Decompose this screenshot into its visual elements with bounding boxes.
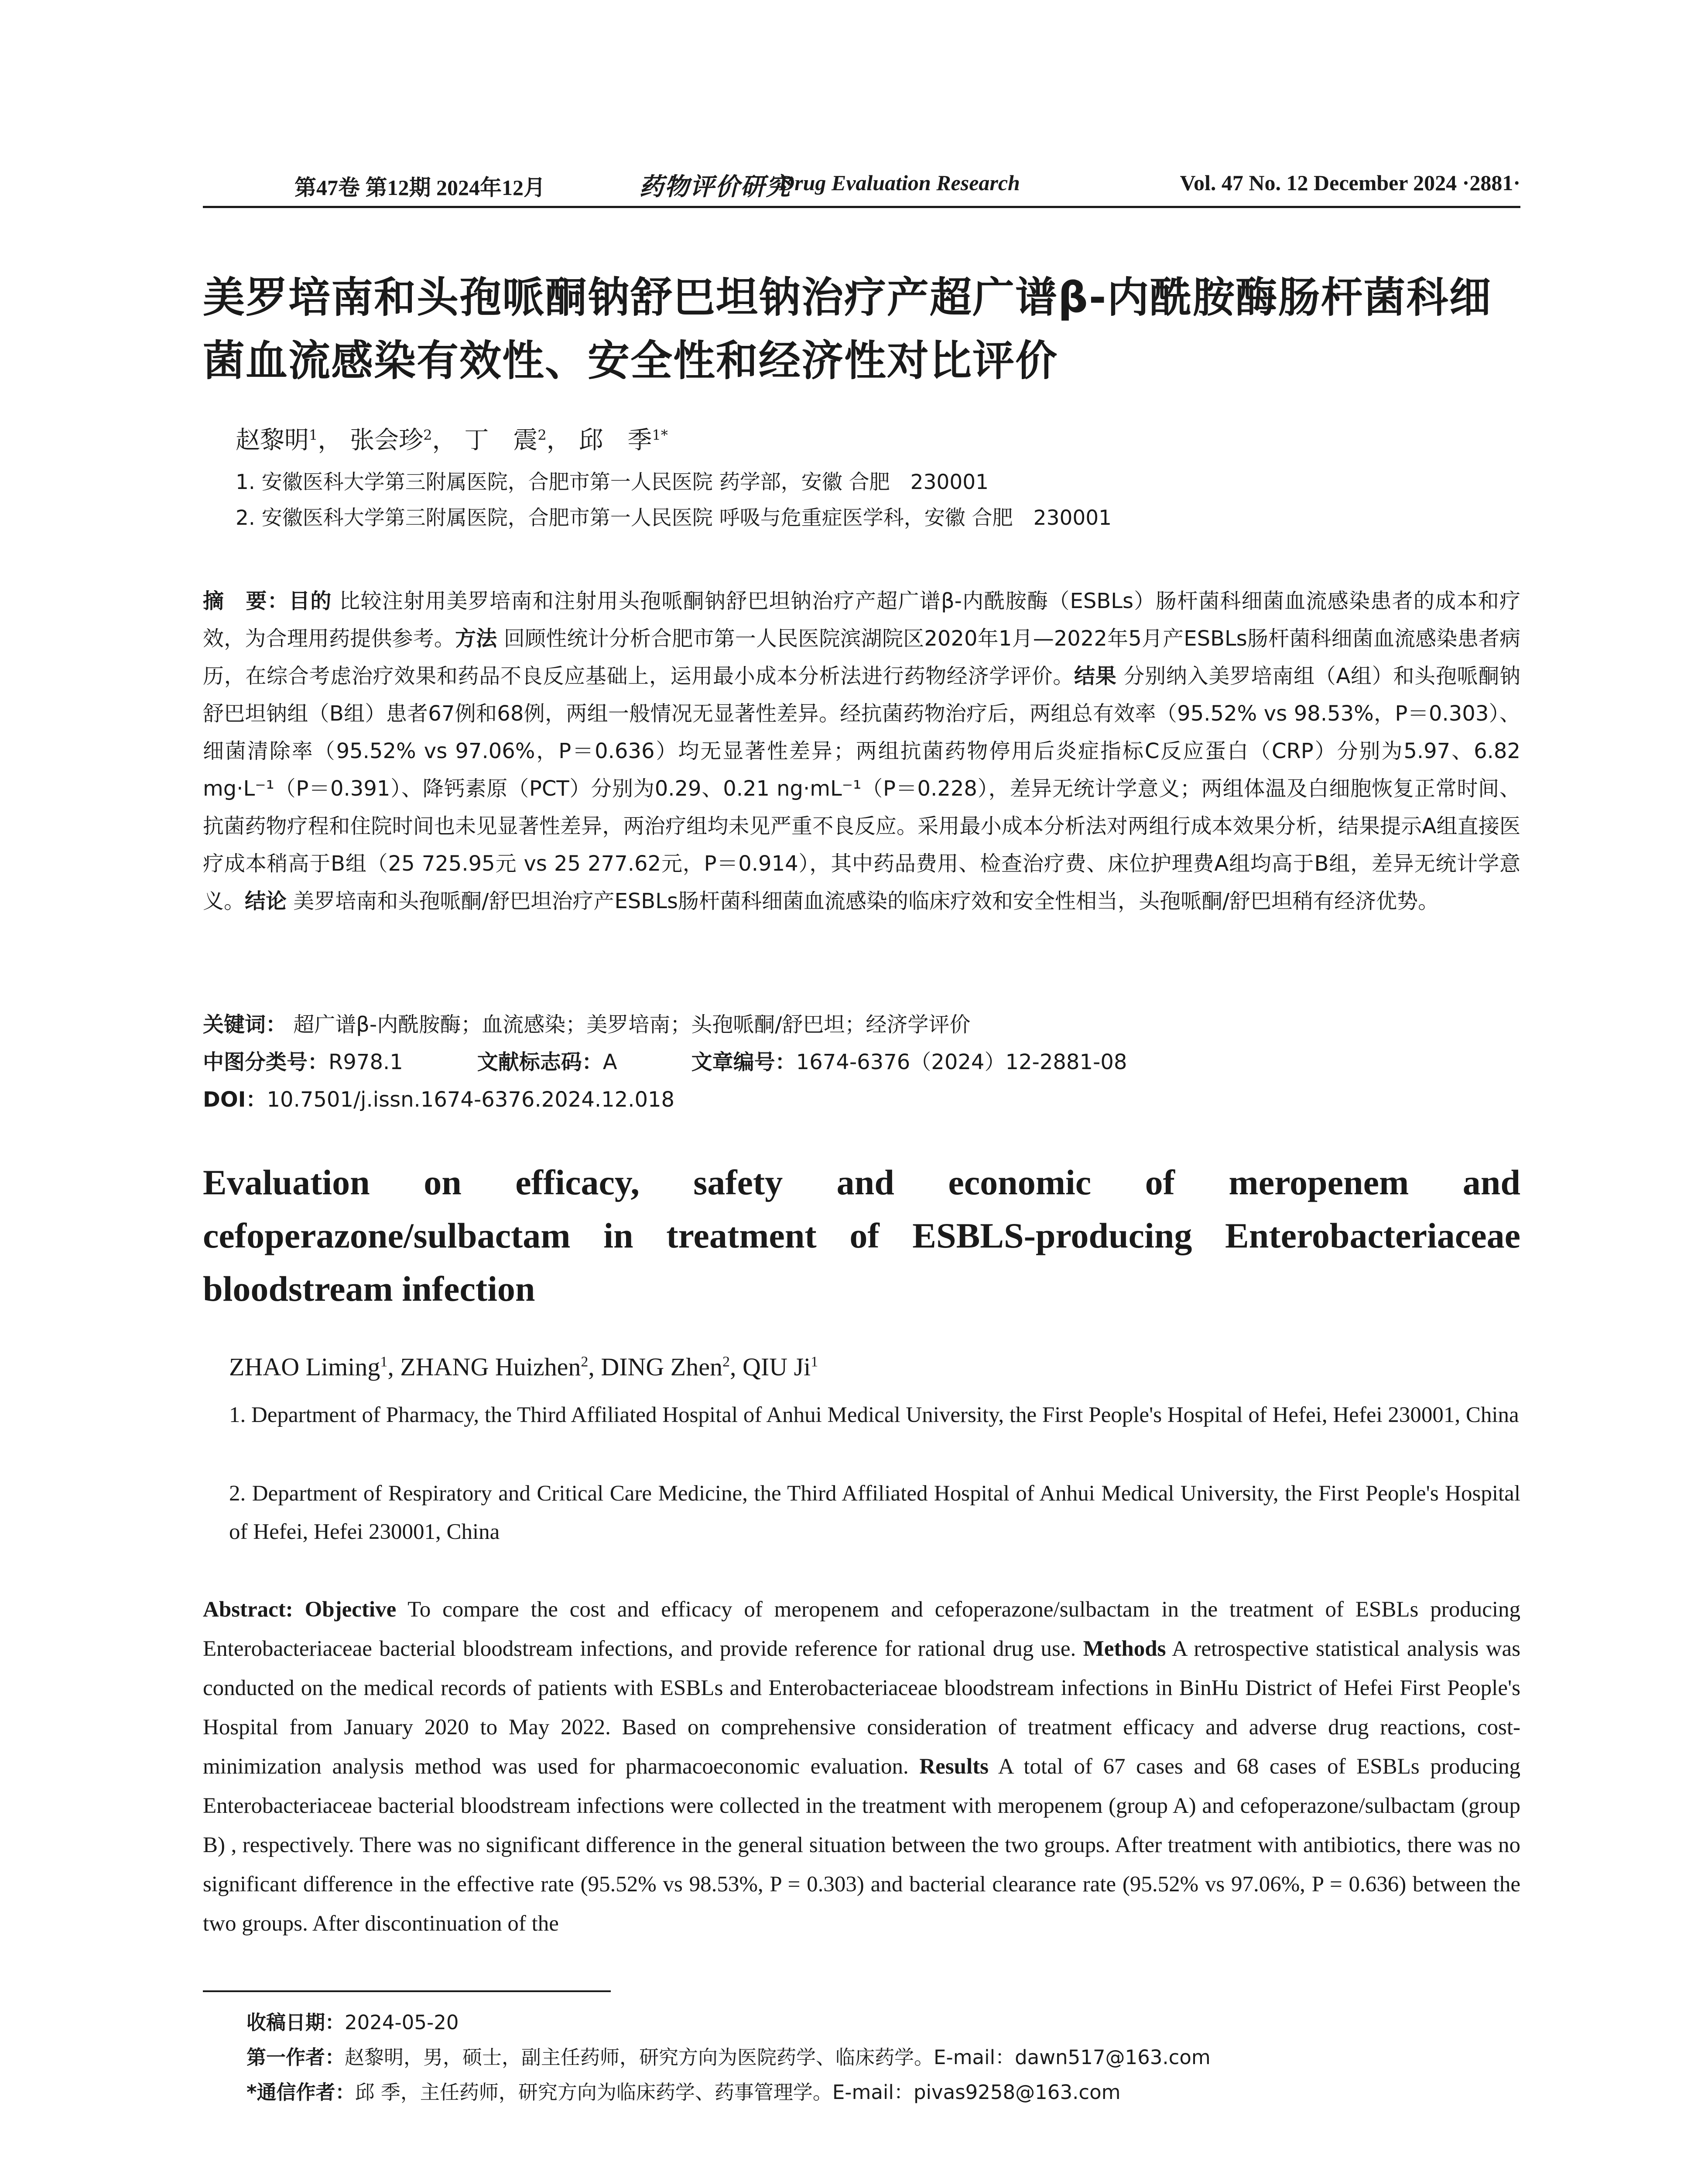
clc-value: R978.1 — [329, 1050, 403, 1074]
author-affiliation-mark: 1 — [309, 427, 318, 444]
author-name: ZHAO Liming — [229, 1353, 380, 1381]
conclusion-label: 结论 — [245, 889, 287, 913]
received-date: 2024-05-20 — [345, 2011, 459, 2034]
first-author-info: 赵黎明，男，硕士，副主任药师，研究方向为医院药学、临床药学。E-mail：dawn517@163.com — [345, 2046, 1211, 2069]
received-label: 收稿日期： — [246, 2011, 345, 2034]
running-header — [203, 166, 1520, 201]
author-name: 丁 震 — [464, 426, 538, 455]
author-affiliation-mark: 1* — [652, 427, 668, 444]
header-issue-en: Vol. 47 No. 12 December 2024 ·2881· — [1180, 171, 1520, 195]
author-name: DING Zhen — [601, 1353, 722, 1381]
affiliation-en-1: 1. Department of Pharmacy, the Third Affiliated Hospital of Anhui Medical University, the First People's Hospital of Hefei, Hefei 230001, China — [229, 1403, 1519, 1427]
author-name: ZHANG Huizhen — [400, 1353, 581, 1381]
author-name: QIU Ji — [742, 1353, 811, 1381]
results-label: 结果 — [1074, 664, 1117, 688]
author-affiliation-mark: 2 — [537, 427, 547, 444]
footnote-corresponding-author — [246, 2076, 1512, 2105]
methods-label-en: Methods — [1083, 1637, 1166, 1661]
results-text: 分别纳入美罗培南组（A组）和头孢哌酮钠舒巴坦钠组（B组）患者67例和68例，两组一般情况无显著性差异。经抗菌药物治疗后，两组总有效率（95.52% vs 98.53%，P＝0.303）、细菌清除率（95.52% vs 97.06%，P＝0.636）均无显著性差异；两组抗菌药物停用后炎症指标C反应蛋白（CRP）分别为5.97、6.82 mg·L⁻¹（P＝0.391）、降钙素原（PCT）分别为0.29、0.21 ng·mL⁻¹（P＝0.228），差异无统计学意义；两组体温及白细胞恢复正常时间、抗菌药物疗程和住院时间也未见显著性差异，两治疗组均未见严重不良反应。采用最小成本分析法对两组行成本效果分析，结果提示A组直接医疗成本稍高于B组（25 725.95元 vs 25 277.62元，P＝0.914），其中药品费用、检查治疗费、床位护理费A组均高于B组，差异无统计学意义。 — [203, 664, 1520, 913]
abstract-label: 摘 要： — [203, 589, 289, 613]
keywords — [203, 1008, 1520, 1038]
abstract-english — [203, 1590, 1520, 1943]
author-name: 赵黎明 — [236, 426, 309, 455]
author-affiliation-mark: 2 — [423, 427, 432, 444]
title-english: Evaluation on efficacy, safety and economic of meropenem and cefoperazone/sulbactam in treatment of ESBLS-producing Enterobacteriaceae bloodstream infection — [203, 1162, 1520, 1309]
abstract-label-en: Abstract: — [203, 1597, 293, 1622]
author-affiliation-mark: 1 — [380, 1354, 388, 1370]
header-issue-cn: 第47卷 第12期 2024年12月 — [294, 175, 545, 200]
doc-code-value: A — [602, 1050, 617, 1074]
corresponding-label: *通信作者： — [246, 2081, 355, 2104]
header-rule — [203, 206, 1520, 208]
methods-label: 方法 — [455, 626, 497, 651]
keywords-label: 关键词： — [203, 1012, 287, 1037]
results-text-en: A total of 67 cases and 68 cases of ESBLs producing Enterobacteriaceae bacterial bloodstream infections were collected in the treatment with meropenem (group A) and cefoperazone/sulbactam (group B) , respectively. There was no significant difference in the general situation between the two groups. After treatment with antibiotics, there was no significant difference in the effective rate (95.52% vs 98.53%, P = 0.303) and bacterial clearance rate (95.52% vs 97.06%, P = 0.636) between the two groups. After discontinuation of the — [203, 1754, 1521, 1936]
doi-label: DOI： — [203, 1087, 267, 1112]
classification-line — [203, 1045, 1520, 1075]
affiliation-en-2: 2. Department of Respiratory and Critical Care Medicine, the Third Affiliated Hospital of Anhui Medical University, the First People's Hospital of Hefei, Hefei 230001, China — [229, 1481, 1520, 1544]
objective-text: 比较注射用美罗培南和注射用头孢哌酮钠舒巴坦钠治疗产超广谱β-内酰胺酶（ESBLs）肠杆菌科细菌血流感染患者的成本和疗效，为合理用药提供参考。 — [203, 589, 1520, 651]
header-journal-name: Drug Evaluation Research — [779, 171, 1020, 195]
keywords-value: 超广谱β-内酰胺酶；血流感染；美罗培南；头孢哌酮/舒巴坦；经济学评价 — [293, 1012, 971, 1037]
title-chinese: 美罗培南和头孢哌酮钠舒巴坦钠治疗产超广谱β-内酰胺酶肠杆菌科细菌血流感染有效性、安全性和经济性对比评价 — [203, 273, 1492, 385]
affiliation-cn-2: 2. 安徽医科大学第三附属医院，合肥市第一人民医院 呼吸与危重症医学科，安徽 合肥 230001 — [236, 506, 1112, 530]
footnote-first-author — [246, 2041, 1512, 2070]
article-no-value: 1674-6376（2024）12-2881-08 — [796, 1050, 1127, 1074]
footnote-received — [246, 2007, 1512, 2035]
objective-label: 目的 — [289, 589, 332, 613]
abstract-chinese — [203, 582, 1520, 920]
journal-logo: 药物评价研究 — [639, 174, 791, 201]
author-affiliation-mark: 1 — [811, 1354, 818, 1370]
objective-label-en: Objective — [305, 1597, 397, 1622]
affiliation-cn-1: 1. 安徽医科大学第三附属医院，合肥市第一人民医院 药学部，安徽 合肥 230001 — [236, 470, 989, 494]
doi-line — [203, 1083, 1520, 1113]
methods-text: 回顾性统计分析合肥市第一人民医院滨湖院区2020年1月—2022年5月产ESBLs肠杆菌科细菌血流感染患者病历，在综合考虑治疗效果和药品不良反应基础上，运用最小成本分析法进行药物经济学评价。 — [203, 626, 1520, 688]
author-name: 邱 季 — [578, 426, 652, 455]
footnote-rule — [203, 1990, 611, 1992]
clc-label: 中图分类号： — [203, 1050, 329, 1074]
conclusion-text: 美罗培南和头孢哌酮/舒巴坦治疗产ESBLs肠杆菌科细菌血流感染的临床疗效和安全性相当，头孢哌酮/舒巴坦稍有经济优势。 — [293, 889, 1439, 913]
authors-chinese: 赵黎明$^1$， 张会珍$^2$， 丁 震$^2$， 邱 季$^{1*}$ — [236, 426, 668, 455]
authors-english: ZHAO Liming$^1$, ZHANG Huizhen$^2$, DING Zhen$^2$, QIU Ji$^1$ — [229, 1353, 818, 1381]
results-label-en: Results — [919, 1754, 989, 1779]
doc-code-label: 文献标志码： — [477, 1050, 603, 1074]
author-affiliation-mark: 2 — [581, 1354, 589, 1370]
author-affiliation-mark: 2 — [722, 1354, 730, 1370]
doi-value[interactable]: 10.7501/j.issn.1674-6376.2024.12.018 — [267, 1087, 675, 1112]
objective-text-en: To compare the cost and efficacy of meropenem and cefoperazone/sulbactam in the treatment of ESBLs producing Enterobacteriaceae bacterial bloodstream infections, and provide reference for rational drug use. — [203, 1597, 1521, 1661]
first-author-label: 第一作者： — [246, 2046, 345, 2069]
methods-text-en: A retrospective statistical analysis was conducted on the medical records of patients with ESBLs and Enterobacteriaceae bloodstream infections in BinHu District of Hefei First People's Hospital from January 2020 to May 2022. Based on comprehensive consideration of treatment efficacy and adverse drug reactions, cost-minimization analysis method was used for pharmacoeconomic evaluation. — [203, 1637, 1521, 1779]
article-no-label: 文章编号： — [691, 1050, 796, 1074]
corresponding-info: 邱 季，主任药师，研究方向为临床药学、药事管理学。E-mail：pivas9258@163.com — [355, 2081, 1121, 2104]
author-name: 张会珍 — [350, 426, 424, 455]
